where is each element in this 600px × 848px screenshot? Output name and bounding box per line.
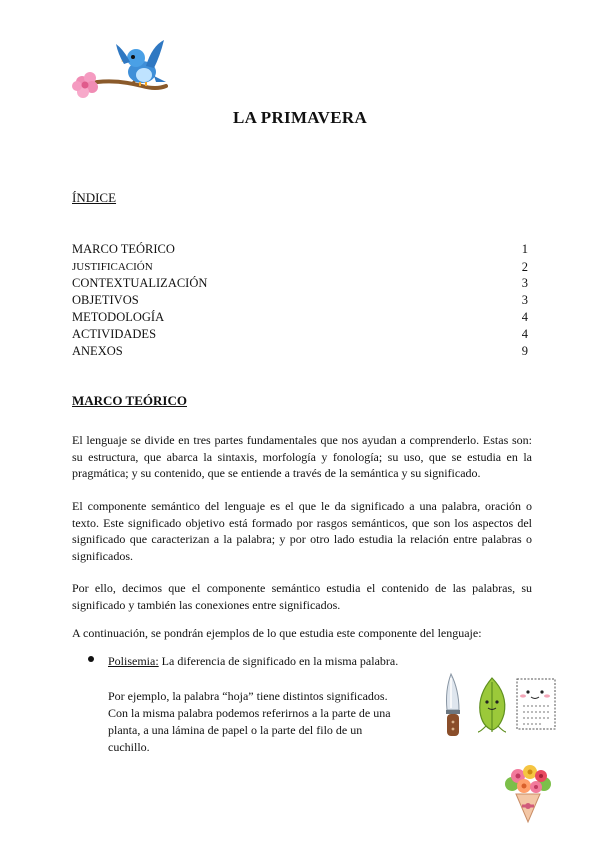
index-heading: ÍNDICE — [72, 190, 117, 205]
bullet-icon — [88, 656, 94, 662]
bullet-item — [108, 654, 438, 669]
paragraph: El lenguaje se divide en tres partes fundamentales que nos ayudan a comprenderlo. Estas son: su estructura, que abarca la sintaxis, morfología y fonología; su uso, que se estudia en la pragmática; y su contenido, que se entiende a través de la semántica y su significado. — [72, 433, 532, 481]
knife-icon — [437, 672, 467, 738]
toc-page: 4 — [521, 327, 528, 341]
flower-bouquet-icon — [500, 760, 556, 828]
pink-flower-icon — [72, 72, 98, 98]
toc-page: 4 — [521, 310, 528, 324]
section-heading: MARCO TEÓRICO — [72, 393, 187, 408]
toc-page: 2 — [521, 260, 528, 274]
paragraph: A continuación, se pondrán ejemplos de lo que estudia este componente del lenguaje: — [72, 626, 482, 640]
toc-label: CONTEXTUALIZACIÓN — [72, 276, 208, 290]
toc-label: METODOLOGÍA — [72, 310, 165, 324]
paragraph: El componente semántico del lenguaje es el que le da significado a una palabra, oración o texto. Este significado objetivo está formado por rasgos semánticos, que son los aspectos del significado que caracterizan a la palabra; y por otro lado estudia la relación entre palabras o significados. — [72, 499, 532, 563]
page-title: LA PRIMAVERA — [232, 108, 368, 127]
toc-page: 9 — [521, 344, 528, 358]
toc-page: 1 — [521, 242, 528, 256]
toc-label: MARCO TEÓRICO — [72, 242, 175, 256]
paragraph: Por ello, decimos que el componente semántico estudia el contenido de las palabras, su significado y también las conexiones entre significados. — [72, 581, 532, 612]
paper-sheet-icon — [514, 676, 558, 732]
bird-on-branch-icon — [72, 36, 168, 102]
toc-page: 3 — [521, 276, 528, 290]
example-paragraph: Por ejemplo, la palabra “hoja” tiene distintos significados. Con la misma palabra podemos referirnos a la parte de una planta, a una lámina de papel o la parte del filo de un cuchillo. — [108, 689, 391, 754]
toc-label: JUSTIFICACIÓN — [72, 261, 153, 273]
toc-page: 3 — [521, 293, 528, 307]
bullet-term: Polisemia: — [108, 654, 159, 668]
leaf-icon — [474, 676, 510, 734]
bullet-text: La diferencia de significado en la misma palabra. — [158, 654, 399, 668]
toc-label: ANEXOS — [72, 344, 123, 358]
toc-label: ACTIVIDADES — [72, 327, 157, 341]
toc-label: OBJETIVOS — [72, 293, 139, 307]
